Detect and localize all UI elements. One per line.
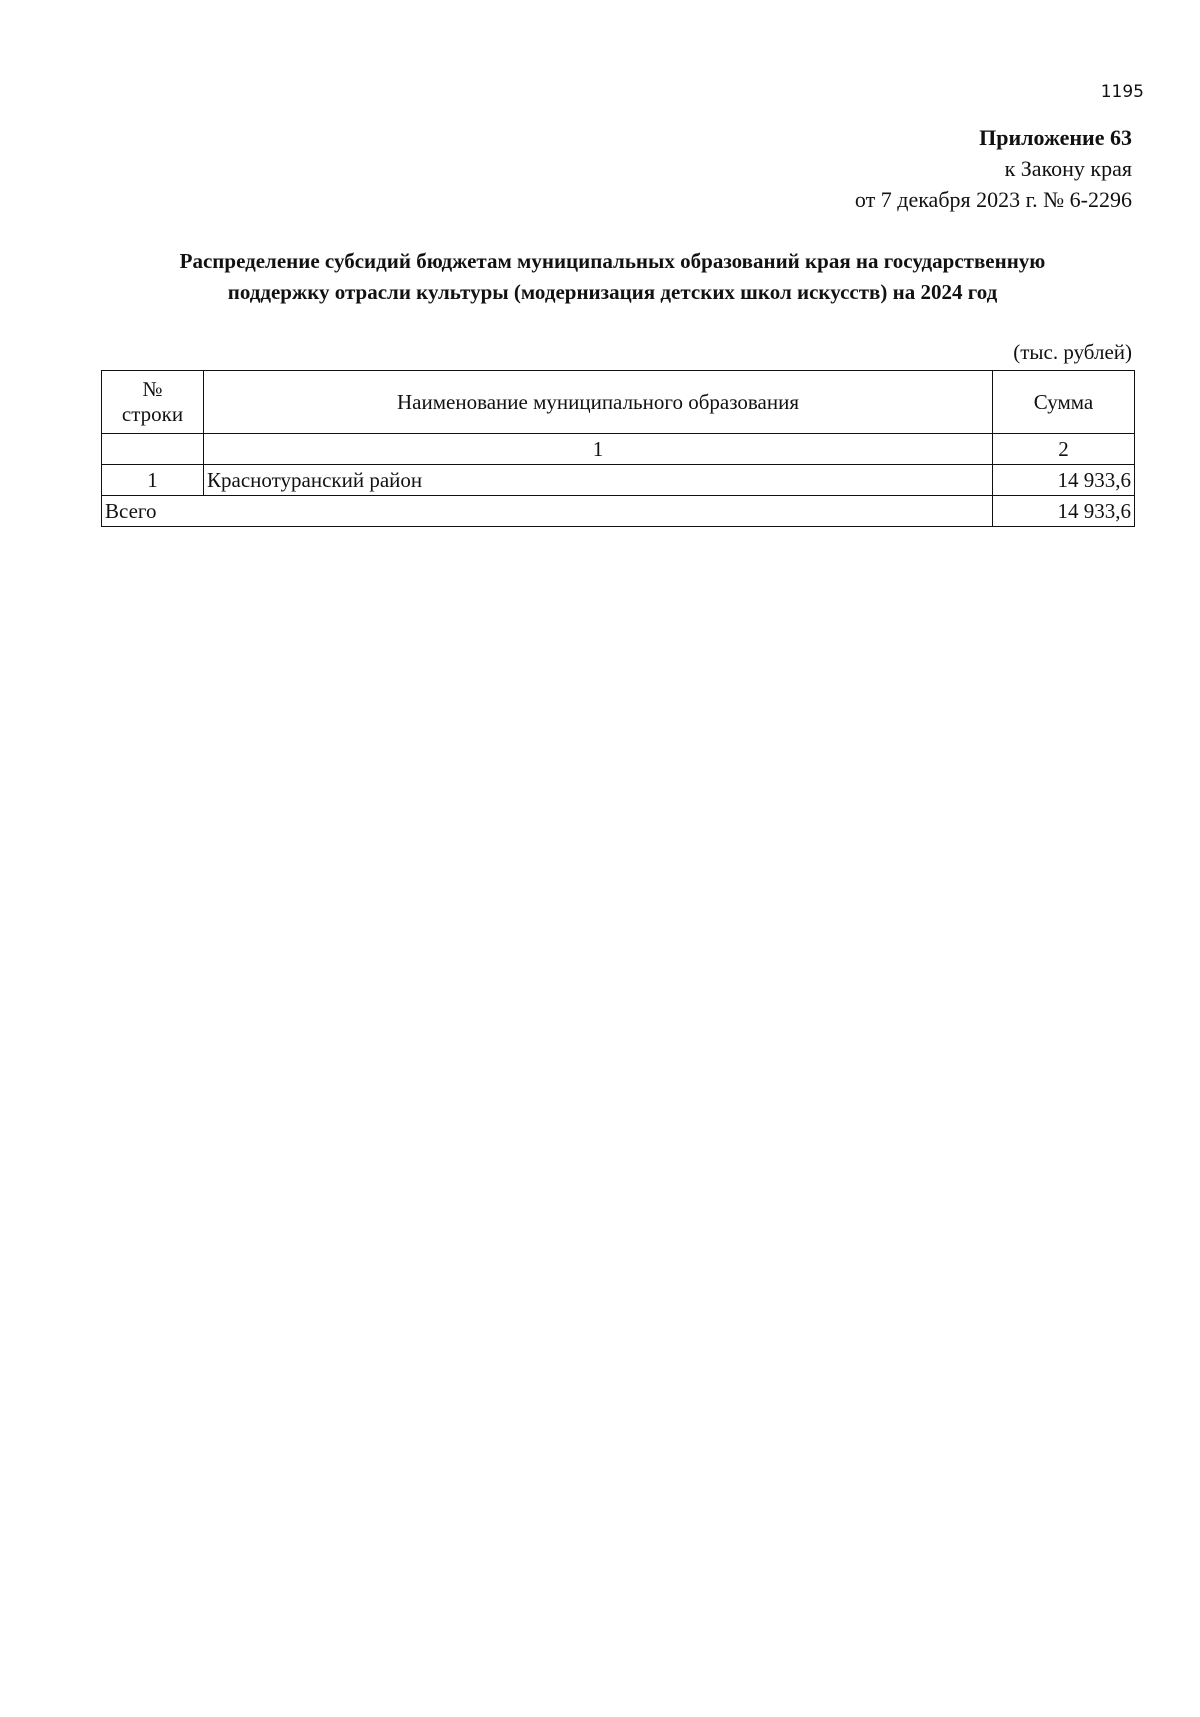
units-label: (тыс. рублей) bbox=[1013, 340, 1132, 364]
appendix-block bbox=[855, 122, 1132, 215]
row-sum: 14 933,6 bbox=[993, 465, 1135, 496]
header-municipality-name: Наименование муниципального образования bbox=[204, 371, 993, 434]
row-number: 1 bbox=[102, 465, 204, 496]
total-sum: 14 933,6 bbox=[993, 496, 1135, 527]
column-number-sum: 2 bbox=[993, 434, 1135, 465]
column-numbers-row bbox=[102, 434, 1135, 465]
heading-line-2: поддержку отрасли культуры (модернизация детских школ искусств) на 2024 год bbox=[227, 280, 998, 304]
appendix-title: Приложение 63 bbox=[979, 125, 1132, 150]
appendix-law-reference: к Закону края bbox=[1004, 156, 1132, 181]
header-row-number-symbol: № bbox=[142, 377, 163, 401]
header-sum: Сумма bbox=[993, 371, 1135, 434]
column-number-name: 1 bbox=[204, 434, 993, 465]
column-number-no bbox=[102, 434, 204, 465]
subsidy-table bbox=[101, 370, 1135, 527]
total-label: Всего bbox=[102, 496, 993, 527]
row-municipality-name: Краснотуранский район bbox=[204, 465, 993, 496]
appendix-law-date: от 7 декабря 2023 г. № 6-2296 bbox=[854, 187, 1132, 212]
table-header-row bbox=[102, 371, 1135, 434]
header-row-number-label: строки bbox=[121, 402, 184, 426]
heading-line-1: Распределение субсидий бюджетам муниципальных образований края на государственную bbox=[179, 249, 1046, 273]
table-row bbox=[102, 465, 1135, 496]
header-row-number bbox=[102, 371, 204, 434]
total-row bbox=[102, 496, 1135, 527]
document-heading bbox=[90, 246, 1135, 308]
page-number: 1195 bbox=[1100, 82, 1144, 102]
